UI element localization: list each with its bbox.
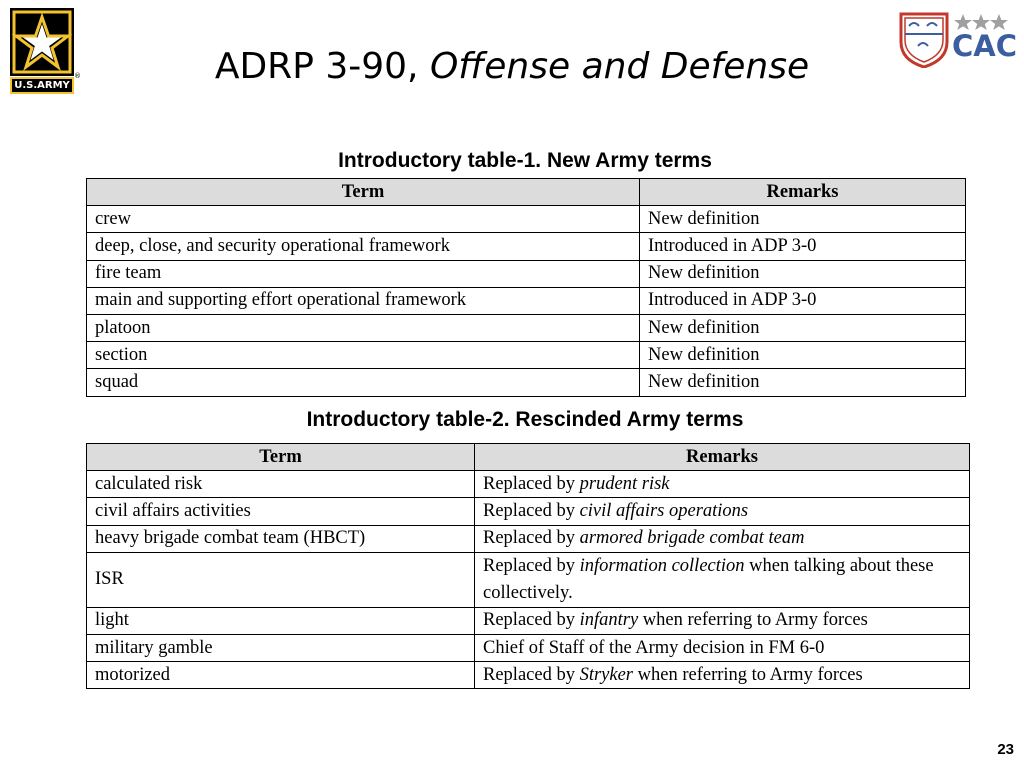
term-cell: fire team — [87, 260, 640, 287]
table-row — [87, 260, 966, 287]
table-row — [87, 607, 970, 634]
table-row — [87, 498, 970, 525]
remarks-cell: Introduced in ADP 3-0 — [640, 287, 966, 314]
term-cell: deep, close, and security operational framework — [87, 233, 640, 260]
remarks-cell: New definition — [640, 342, 966, 369]
remarks-cell — [475, 607, 970, 634]
remarks-cell: New definition — [640, 314, 966, 341]
term-cell: military gamble — [87, 634, 475, 661]
remarks-text: Chief of Staff of the Army decision in FM 6-0 — [483, 637, 825, 658]
table1-caption: Introductory table-1. New Army terms — [338, 149, 712, 172]
remarks-cell: Introduced in ADP 3-0 — [640, 233, 966, 260]
remarks-cell — [475, 634, 970, 661]
remarks-emphasis: civil affairs operations — [579, 500, 749, 521]
remarks-text: when referring to Army forces — [633, 664, 863, 685]
column-header-term: Term — [87, 444, 475, 471]
table-row — [87, 287, 966, 314]
table-row — [87, 552, 970, 607]
slide-title — [0, 42, 1024, 92]
remarks-cell: New definition — [640, 369, 966, 396]
table2-caption: Introductory table-2. Rescinded Army terms — [306, 408, 744, 431]
title-main: ADRP 3-90, — [214, 46, 430, 87]
term-cell: crew — [87, 206, 640, 233]
remarks-text: when referring to Army forces — [638, 610, 868, 631]
remarks-cell — [475, 498, 970, 525]
term-cell: civil affairs activities — [87, 498, 475, 525]
column-header-term: Term — [87, 179, 640, 206]
term-cell: platoon — [87, 314, 640, 341]
remarks-emphasis: armored brigade combat team — [579, 528, 805, 549]
table-row — [87, 634, 970, 661]
remarks-cell — [475, 471, 970, 498]
remarks-text: Replaced by — [483, 500, 580, 521]
remarks-cell — [475, 525, 970, 552]
term-cell: calculated risk — [87, 471, 475, 498]
rescinded-terms-table — [86, 443, 970, 689]
column-header-remarks: Remarks — [640, 179, 966, 206]
term-cell: squad — [87, 369, 640, 396]
table-row — [87, 369, 966, 396]
remarks-text: when talking about these collectively. — [483, 555, 934, 603]
title-italic: Offense and Defense — [429, 46, 810, 87]
term-cell: light — [87, 607, 475, 634]
remarks-cell — [475, 552, 970, 607]
term-cell: heavy brigade combat team (HBCT) — [87, 525, 475, 552]
remarks-text: Replaced by — [483, 610, 580, 631]
new-terms-table — [86, 178, 966, 397]
term-cell: ISR — [87, 552, 475, 607]
remarks-cell: New definition — [640, 260, 966, 287]
remarks-text: Replaced by — [483, 528, 580, 549]
term-cell: section — [87, 342, 640, 369]
remarks-text: Replaced by — [483, 473, 580, 494]
term-cell: motorized — [87, 662, 475, 689]
table-row — [87, 206, 966, 233]
remarks-emphasis: information collection — [579, 555, 745, 576]
table-row — [87, 662, 970, 689]
table-header-row — [87, 444, 970, 471]
cac-logo-text: CAC — [952, 29, 1018, 63]
table-row — [87, 314, 966, 341]
term-cell: main and supporting effort operational framework — [87, 287, 640, 314]
page-number: 23 — [997, 741, 1014, 758]
table-row — [87, 471, 970, 498]
remarks-emphasis: Stryker — [579, 664, 634, 685]
remarks-cell — [475, 662, 970, 689]
table-row — [87, 342, 966, 369]
remarks-text: Replaced by — [483, 555, 580, 576]
remarks-emphasis: infantry — [579, 610, 639, 631]
table-row — [87, 233, 966, 260]
remarks-cell: New definition — [640, 206, 966, 233]
remarks-emphasis: prudent risk — [579, 473, 670, 494]
remarks-text: Replaced by — [483, 664, 580, 685]
table-row — [87, 525, 970, 552]
army-logo-text: U.S.ARMY — [10, 77, 74, 94]
registered-mark: ® — [74, 72, 81, 80]
column-header-remarks: Remarks — [475, 444, 970, 471]
table-header-row — [87, 179, 966, 206]
